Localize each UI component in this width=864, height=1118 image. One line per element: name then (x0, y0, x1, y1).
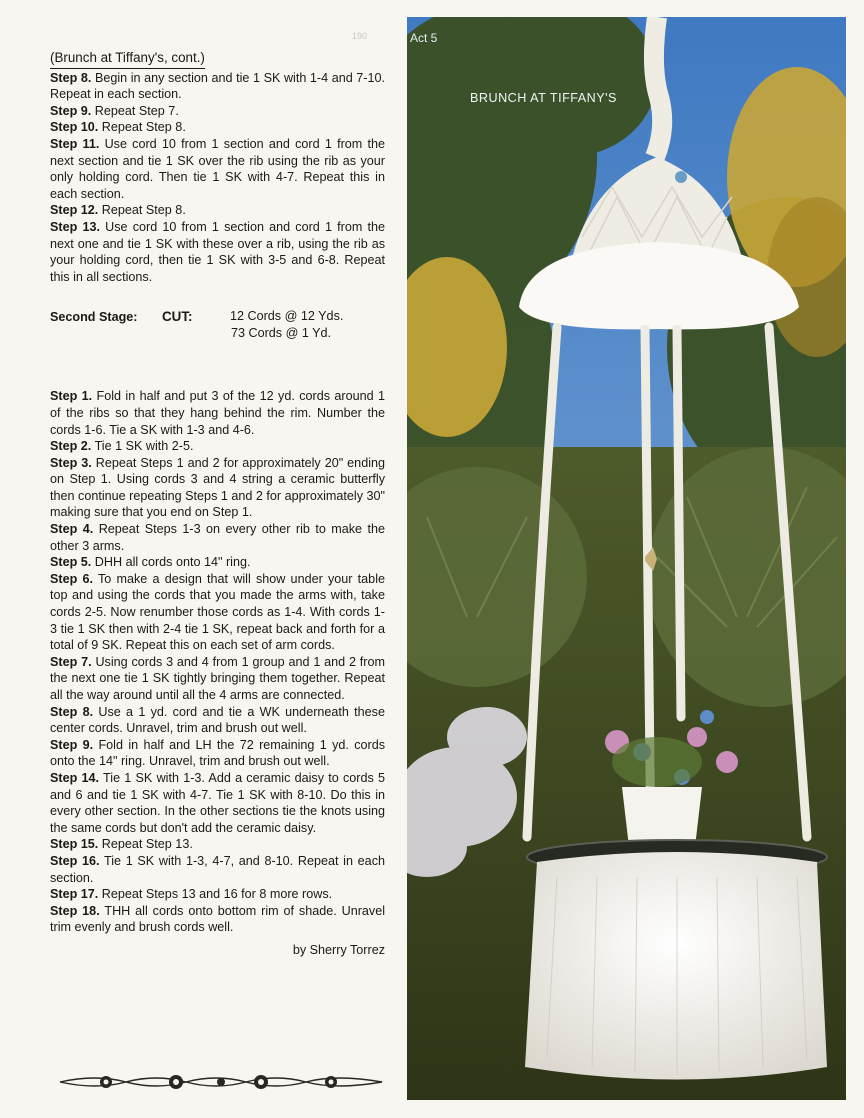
instructions-column (50, 50, 385, 959)
step-text: Repeat Step 8. (101, 203, 186, 218)
instruction-step (50, 202, 385, 219)
act-label: Act 5 (410, 31, 438, 45)
cut-item: 12 Cords @ 12 Yds. (230, 309, 344, 324)
instruction-step (50, 554, 385, 571)
step-text: THH all cords onto bottom rim of shade. Unravel trim evenly and brush cords well. (50, 903, 385, 935)
instruction-step (50, 770, 385, 836)
step-number: Step 13. (50, 219, 100, 234)
instruction-step (50, 119, 385, 136)
instruction-step (50, 136, 385, 202)
step-number: Step 17. (50, 887, 99, 902)
step-text: Use cord 10 from 1 section and cord 1 from the next one and tie 1 SK with these over a rib, using the rib as your holding cord, then tie 1 SK with 3-5 and 6-8. Repeat this in all sections. (50, 219, 386, 284)
instruction-step (50, 836, 385, 853)
decorative-border-ornament (56, 1068, 386, 1096)
second-stage-cut-list (50, 308, 385, 342)
step-number: Step 7. (50, 654, 92, 669)
instruction-step (50, 903, 385, 936)
step-number: Step 8. (50, 70, 92, 85)
step-number: Step 18. (50, 903, 100, 918)
step-text: Use a 1 yd. cord and tie a WK underneath these center cords. Unravel, trim and brush out well. (50, 704, 385, 736)
step-text: Begin in any section and tie 1 SK with 1-4 and 7-10. Repeat in each section. (50, 70, 386, 102)
photo-illustration (407, 17, 846, 1100)
step-number: Step 10. (50, 120, 99, 135)
instruction-step (50, 704, 385, 737)
instruction-step (50, 886, 385, 903)
instruction-step (50, 70, 385, 103)
step-number: Step 3. (50, 455, 92, 470)
first-stage-steps (50, 70, 385, 286)
cut-values (230, 308, 385, 342)
step-text: Repeat Step 13. (101, 837, 193, 852)
step-number: Step 12. (50, 203, 99, 218)
step-number: Step 4. (50, 522, 94, 537)
instruction-step (50, 571, 385, 654)
instruction-step (50, 438, 385, 455)
macrame-table-photo (407, 17, 846, 1100)
step-text: Tie 1 SK with 1-3. Add a ceramic daisy to cords 5 and 6 and tie 1 SK with 4-7. Tie 1 SK with 8-10. Do this in every other section. In the other sections tie the knots using the same cords but don't add the ceramic daisy. (50, 770, 386, 835)
step-text: Fold in half and put 3 of the 12 yd. cords around 1 of the ribs so that they hang behind the rim. Number the cords 1-6. Tie a SK with 1-3 and 4-6. (50, 389, 385, 437)
instruction-step (50, 521, 385, 554)
instruction-step (50, 853, 385, 886)
step-text: Tie 1 SK with 2-5. (94, 439, 194, 454)
step-text: Tie 1 SK with 1-3, 4-7, and 8-10. Repeat in each section. (50, 853, 385, 885)
second-stage-label: Second Stage: (50, 310, 138, 325)
step-number: Step 2. (50, 439, 92, 454)
second-stage-steps (50, 388, 385, 936)
step-text: Repeat Step 8. (101, 120, 186, 135)
instruction-step (50, 654, 385, 704)
author-byline: by Sherry Torrez (292, 942, 385, 957)
step-number: Step 14. (50, 770, 100, 785)
photo-title: BRUNCH AT TIFFANY'S (470, 91, 617, 105)
step-text: Using cords 3 and 4 from 1 group and 1 and 2 from the next one tie 1 SK tightly bringing them together. Repeat all the way around until all the 4 arms are connected. (50, 654, 385, 702)
instruction-step (50, 455, 385, 521)
step-text: DHH all cords onto 14" ring. (94, 555, 251, 570)
cut-item: 73 Cords @ 1 Yd. (231, 326, 332, 341)
step-number: Step 8. (50, 704, 94, 719)
step-number: Step 15. (50, 837, 99, 852)
step-number: Step 6. (50, 571, 94, 586)
step-number: Step 9. (50, 737, 94, 752)
step-text: Repeat Steps 1 and 2 for approximately 20" ending on Step 1. Using cords 3 and 4 string a ceramic butterfly then continue repeating Steps 1 and 2 for approximately 30" making sure that you end on Step 1. (50, 455, 386, 520)
step-text: Repeat Steps 1-3 on every other rib to make the other 3 arms. (50, 522, 386, 553)
step-number: Step 1. (50, 389, 93, 404)
step-text: Repeat Steps 13 and 16 for 8 more rows. (101, 887, 333, 902)
instruction-step (50, 103, 385, 120)
instruction-step (50, 219, 385, 285)
step-text: Use cord 10 from 1 section and cord 1 from the next section and tie 1 SK over the rib using the rib as your only holding cord. Then tie 1 SK with 4-7. Repeat this in each section. (50, 136, 385, 201)
step-number: Step 16. (50, 853, 100, 868)
step-number: Step 11. (50, 136, 100, 151)
cut-label: CUT: (162, 309, 193, 325)
step-number: Step 5. (50, 555, 92, 570)
instruction-step (50, 388, 385, 438)
step-number: Step 9. (50, 103, 92, 118)
instruction-step (50, 737, 385, 770)
step-text: Fold in half and LH the 72 remaining 1 yd. cords onto the 14" ring. Unravel, trim and brush out well. (50, 737, 386, 769)
section-title: (Brunch at Tiffany's, cont.) (50, 50, 205, 69)
step-text: To make a design that will show under your table top and using the cords that you made the arms with, take cords 2-5. Now renumber those cords as 1-4. With cords 1-3 tie 1 SK then with 2-4 tie 1 SK, repeat back and forth for a total of 9 SK. Repeat this on each set of arm cords. (50, 571, 385, 653)
page-number: 190 (352, 31, 368, 41)
step-text: Repeat Step 7. (94, 103, 179, 118)
